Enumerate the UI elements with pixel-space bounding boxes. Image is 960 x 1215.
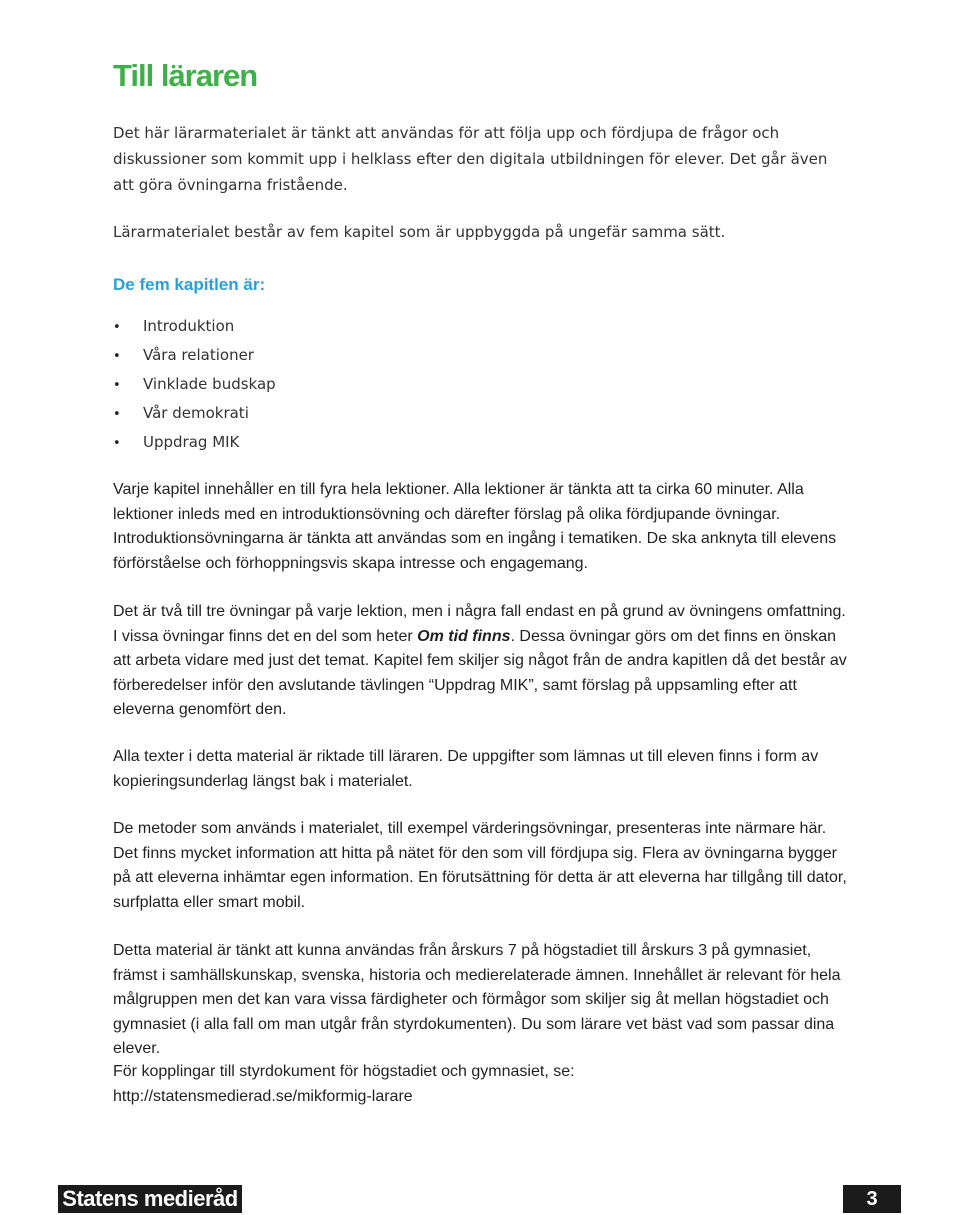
chapter-list — [113, 312, 276, 457]
links-intro: För kopplingar till styrdokument för högstadiet och gymnasiet, se: — [113, 1063, 575, 1080]
bullet-icon: • — [113, 320, 121, 335]
chapter-label: Uppdrag MIK — [143, 433, 240, 451]
intro-paragraph-1: Det här lärarmaterialet är tänkt att användas för att följa upp och fördjupa de frågor och diskussioner som kommit upp i helklass efter den digitala utbildningen för elever. Det går även att göra övningarna fristående. — [113, 124, 828, 194]
chapter-label: Våra relationer — [143, 346, 254, 364]
chapter-label: Vinklade budskap — [143, 375, 276, 393]
exercises-paragraph — [113, 600, 853, 723]
exercises-text-end: . Dessa övningar görs om det finns en önskan att arbeta vidare med just det temat. Kapitel fem skiljer sig något från de andra kapitlen då det består av förberedelser inför den avslutande tävlingen “Uppdrag MIK”, samt förslag på uppsamling efter att eleverna genomfört den. — [113, 627, 847, 718]
texts-paragraph: Alla texter i detta material är riktade till läraren. De uppgifter som lämnas ut till eleven finns i form av kopieringsunderlag längst bak i materialet. — [113, 748, 819, 790]
exercises-text-start: Det är två till tre övningar på varje lektion, men i några fall endast en på grund av övningens omfattning. I vissa övningar finns det en del som heter — [113, 603, 846, 645]
chapter-item — [113, 428, 276, 457]
intro-paragraph-2: Lärarmaterialet består av fem kapitel som är uppbyggda på ungefär samma sätt. — [113, 223, 726, 241]
statens-medierad-logo: Statens medieråd — [58, 1185, 242, 1213]
chapter-item — [113, 370, 276, 399]
chapter-label: Introduktion — [143, 317, 235, 335]
bullet-icon: • — [113, 378, 121, 393]
chapter-item — [113, 399, 276, 428]
page-number: 3 — [843, 1185, 901, 1213]
chapters-heading: De fem kapitlen är: — [113, 275, 266, 294]
om-tid-finns-emphasis: Om tid finns — [417, 627, 511, 645]
links-paragraph — [113, 1060, 853, 1109]
methods-paragraph: De metoder som används i materialet, till exempel värderingsövningar, presenteras inte närmare här. Det finns mycket information att hitta på nätet för den som vill fördjupa sig. Flera av övningarna bygger på att eleverna inhämtar egen information. En förutsättning för detta är att eleverna har tillgång till dator, surfplatta eller smart mobil. — [113, 820, 847, 911]
chapter-item — [113, 312, 276, 341]
bullet-icon: • — [113, 436, 121, 451]
chapter-label: Vår demokrati — [143, 404, 249, 422]
curriculum-link[interactable]: http://statensmedierad.se/mikformig-larare — [113, 1087, 413, 1105]
lessons-paragraph: Varje kapitel innehåller en till fyra hela lektioner. Alla lektioner är tänkta att ta cirka 60 minuter. Alla lektioner inleds med en introduktionsövning och därefter förslag på olika fördjupande övningar. Introduktionsövningarna är tänkta att användas som en ingång i tematiken. De ska anknyta till elevens förförståelse och förhoppningsvis skapa intresse och engagemang. — [113, 481, 837, 572]
bullet-icon: • — [113, 349, 121, 364]
page-title: Till läraren — [113, 58, 258, 93]
chapter-item — [113, 341, 276, 370]
audience-paragraph: Detta material är tänkt att kunna användas från årskurs 7 på högstadiet till årskurs 3 på gymnasiet, främst i samhällskunskap, svenska, historia och medierelaterade ämnen. Innehållet är relevant för hela målgruppen men det kan vara vissa färdigheter och förmågor som skiljer sig åt mellan högstadiet och gymnasiet (i alla fall om man utgår från styrdokumenten). Du som lärare vet bäst vad som passar dina elever. — [113, 942, 841, 1057]
bullet-icon: • — [113, 407, 121, 422]
